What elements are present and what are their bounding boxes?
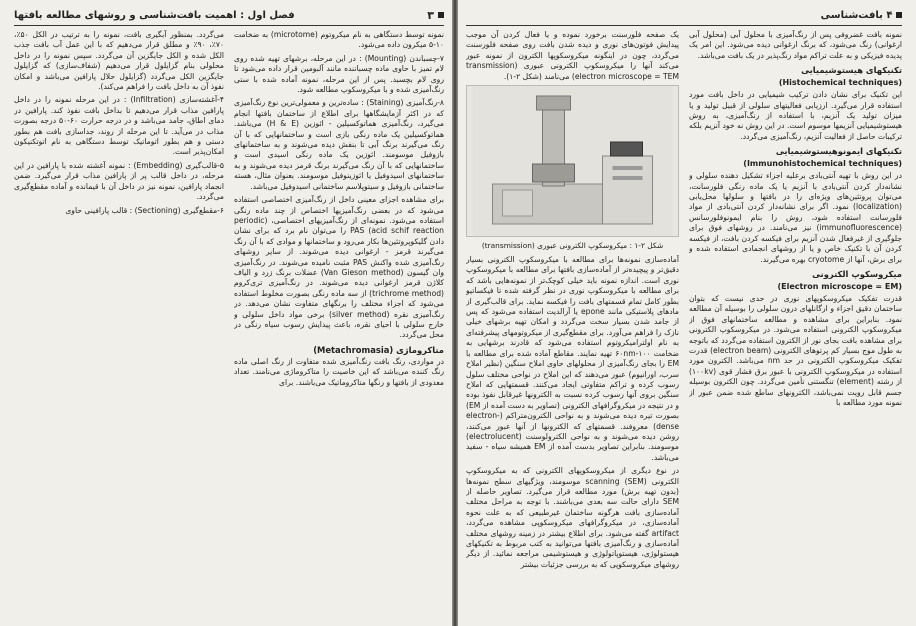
section-heading: تکنیکهای هیستوشیمیایی	[801, 65, 902, 76]
right-page	[458, 0, 916, 626]
left-page	[0, 0, 452, 626]
paragraph: نمونه بافت غضروفی پس از رنگ‌آمیزی با محلول آبی (محلول آبی ارغوانی) رنگ می‌شود، که برنگ ارغوانی دیده می‌شود. این امر یک پدیده فیزیکی و به علت تراکم مواد رنگ‌پذیر در یک بافت می‌باشد.	[689, 30, 902, 60]
section-heading: متاکروماژی (Metachromasia)	[313, 344, 444, 355]
text-column-left	[466, 30, 679, 620]
paragraph: ۴-آغشته‌سازی (Infiltration) : در این مرحله نمونه را در داخل پارافین مذاب قرار می‌دهیم تا بداخل بافت نفوذ کند. پارافین در دمای اطاق، جامد می‌باشد و در درجه حرارت ۶۰-۵۰ درجه بصورت مذاب در می‌آید. تا این مرحله از روند، جداسازی بافت هم بطور دستی و هم بطور اتوماتیک توسط دستگاهی به نام اتوتکنیکون امکان‌پذیر است.	[14, 95, 224, 157]
section-heading: (Electron microscope = EM)	[777, 281, 902, 291]
section-heading: (Histochemical techniques)	[778, 78, 902, 88]
paragraph: در نوع دیگری از میکروسکوپهای الکترونی که به میکروسکوپ الکترونی (SEM) scanning موسومند، ویژگیهای سطح نمونه‌ها (بدون تهیه برش) مورد مطالعه قرار می‌گیرد. تصاویر حاصله از SEM دارای حالت سه بعدی می‌باشند. با توجه به مراحل مختلف آماده‌سازی بافت هرگونه ساختمان غیرطبیعی که به علت نحوه آماده‌سازی، در میکروگرافهای میکروسکوپی مشاهده می‌گردد، artifact گفته می‌شود. برای اطلاع بیشتر در زمینه روشهای مختلف آماده‌سازی و رنگ‌آمیزی بافتها می‌توانید به کتب مربوط به تکنیکهای هیستولوژی، هیستوپاتولوژی و هیستوشیمی مراجعه نمائید. از دیگر روشهای میکروسکوپی که به بررسی جزئیات بیشتر	[466, 466, 679, 569]
page-header	[466, 8, 902, 26]
microscope-shape	[537, 96, 571, 110]
paragraph: آماده‌سازی نمونه‌ها برای مطالعه با میکروسکوپ الکترونی بسیار دقیق‌تر و پیچیده‌تر از آماده‌سازی بافتها برای مطالعه با میکروسکوپ نوری است. اندازه نمونه باید خیلی کوچک‌تر از نمونه‌هایی باشد که برای مطالعه با میکروسکوپ نوری در نظر گرفته شده تا فیکساتیو بطور کامل تمام قسمتهای بافت را فیکسه نماید. برای قالب‌گیری از مادهای پلاستیکی مانند epone یا آرالدیت استفاده می‌شود که پس از جامد شدن بسیار سخت می‌گردد و امکان تهیه برشهای خیلی نازک را فراهم می‌آورد. برای مقطع‌گیری از میکروتومهای پیشرفته‌ای به نام اولترامیکروتوم استفاده می‌شود که قادرند برشهایی به ضخامت ۱۰۰-۶۰nm تهیه نمایند. مقاطع آماده شده برای مطالعه با EM را بجای رنگ‌آمیزی از محلولهای حاوی املاح سنگین (نظیر املاح سرب، اورانیوم) عبور می‌دهند که این املاح در نواحی مختلف سلول رسوب کرده و تراکم متفاوتی ایجاد می‌کنند. قسمتهایی که املاح سنگین بروی آنها رسوب کرده نسبت به الکترونها غیرقابل نفوذ بوده و در نتیجه در میکروگرافهای الکترونی (تصاویر به دست آمده از EM) بصورت تیره دیده می‌شوند و به نواحی الکترون‌متراکم (electron-dense) معروفند. قسمتهای که الکترونها از آنها عبور می‌کنند، روشن دیده می‌شوند و به نواحی الکترولوسنت (electrolucent) موسومند. بنابراین تصاویر بدست آمده از EM همیشه سیاه - سفید می‌باشد.	[466, 255, 679, 462]
paragraph: ۸-رنگ‌آمیزی (Staining) : ساده‌ترین و معمولی‌ترین نوع رنگ‌آمیزی که در اکثر آزمایشگاهها برای اطلاع از ساختمان بافتها انجام می‌گیرد، رنگ‌آمیزی هماتوکسیلین - ائوزین (H & E) می‌باشد. هماتوکسیلین یک ماده رنگی بازی است و ساختمانهایی که با آن رنگ می‌گیرند برنگ آبی تا بنفش دیده می‌شوند و به ساختمانهای بازوفیل موسومند. ائوزین یک ماده رنگی اسیدی است و ساختمانهایی که با آن رنگ می‌گیرند برنگ قرمز دیده می‌شوند و به ساختمانهای اسیدوفیل یا ائوزینوفیل موسومند. بعنوان مثال، هسته ساختمانی بازوفیل و سیتوپلاسم ساختمانی اسیدوفیل می‌باشد.	[234, 98, 444, 191]
section-heading: تکنیکهای ایمونوهیستوشیمیایی	[775, 146, 902, 157]
section-heading: میکروسکوپ الکترونی	[812, 268, 902, 279]
text-column-right	[689, 30, 902, 620]
microscope-shape	[533, 164, 575, 182]
paragraph: می‌گردد. بمنظور آبگیری بافت، نمونه را به ترتیب در الکل ۵۰٪، ۷۰٪، ۹۰٪ و مطلق قرار می‌دهیم که با این عمل آب بافت جذب الکل شده و الکل جایگزین آن می‌گردد. سپس نمونه را در داخل محلولی بنام گزایلول قرار می‌دهیم (شفاف‌سازی) که گزایلول جایگزین الکل می‌گردد (گزایلول حلال پارافین می‌باشد و امکان نفوذ آن به داخل بافت را فراهم می‌کند).	[14, 30, 224, 92]
square-bullet-icon	[438, 12, 444, 18]
microscope-shape	[613, 166, 643, 170]
section-heading: (Immunohistochemical techniques)	[743, 159, 902, 169]
paragraph: این تکنیک برای نشان دادن ترکیب شیمیایی در داخل بافت مورد استفاده قرار می‌گیرد. ارزیابی فعالیتهای سلولی از قبیل تولید و یا میزان تولید یک آنزیم، با استفاده از رنگ‌آمیزی، به روش هیستوشیمیایی آنزیمها موسوم است. در این روش نه خود آنزیم بلکه ترکیبات حاصل از فعالیت آنزیم، رنگ‌آمیزی می‌گردد.	[689, 90, 902, 141]
figure-caption: شکل ۲-۱ : میکروسکوپ الکترونی عبوری (transmission)	[481, 241, 664, 251]
microscope-shape	[611, 142, 643, 156]
paragraph: در مواردی، رنگ بافت رنگ‌آمیزی شده متفاوت از رنگ اصلی ماده رنگ کننده می‌باشد که این خاصیت را متاکروماژی می‌نامند. تعداد معدودی از بافتها و رنگها متاکروماتیک می‌باشند. برای	[234, 356, 444, 387]
electron-microscope-illustration	[467, 86, 678, 236]
paragraph: در این روش با تهیه آنتی‌بادی برعلیه اجزاء تشکیل دهنده سلولی و نشانه‌دار کردن آنتی‌بادی با آنزیم یا یک ماده رنگی فلورسانت، می‌توان پروتئین‌های ویژه‌ای را در بافتها و سلولها محل‌یابی (localization) نمود. اگر برای نشانه‌دار کردن آنتی‌بادی از مواد فلورسانت استفاده شود، روش را بنام ایمونوفلورسانس (immunofluorescence) نیز می‌نامند. در روشهای فوق برای جلوگیری از غیرفعال شدن آنزیم برای فیکسه کردن بافت، از فیکسه کردن آن با تکنیک خاص و یا از روشهای انجمادی استفاده شده و برای برش، آنها از cryotome بهره می‌گیرند.	[689, 171, 902, 264]
paragraph: برای مشاهده اجزای معینی داخل از رنگ‌آمیزی اختصاصی استفاده می‌شود که در بعضی رنگ‌آمیزیها اختصاص از چند ماده رنگی استفاده می‌شود. نمونه‌ای از رنگ‌آمیزیهای اختصاصی، (periodic acid schif reaction) PAS را می‌توان نام برد که برای نشان دادن گلیکوپروتئین‌ها بکار می‌رود و ساختمانها و موادی که با آن رنگ می‌گیرند قرمز - ارغوانی دیده می‌شوند. از سایر روشهای رنگ‌آمیزی شده واکنش PAS مثبت نامیده می‌شوند. در رنگ‌آمیزی وان گیسون (Van Gieson method) عضلات برنگ زرد و الیاف کلاژن قرمز ارغوانی دیده می‌شوند. در رنگ‌آمیزی تری‌کروم (trichrome method) از سه ماده رنگی بصورت مخلوط استفاده می‌شود که اجزاء مختلف را برنگهای متفاوت نشان می‌دهد. در رنگ‌آمیزی نقره (silver method) برخی مواد داخل سلولی و خارج سلولی با احیای نقره، باعث پیدایش رسوب سیاه رنگی در محل می‌گردد.	[234, 195, 444, 340]
chapter-title	[821, 10, 902, 21]
figure-image	[466, 85, 679, 237]
page-number: ۳	[427, 8, 434, 22]
page-number: ۴	[886, 9, 893, 21]
page-header	[14, 8, 444, 26]
paragraph: قدرت تفکیک میکروسکوپهای نوری در حدی نیست که بتوان ساختمان دقیق اجزاء و ارگانلهای درون سلولی را بوسیله آن مطالعه نمود. بنابراین برای مشاهده و مطالعه ساختمانهای فوق از میکروسکوپ الکترونی استفاده می‌شود. در میکروسکوپ الکترونی برای مشاهده بافت بجای نور از الکترون استفاده می‌گردد که باتوجه به طول موج بسیار کم پرتوهای الکترونی (electron beam) قدرت تفکیک میکروسکوپ الکترونی در حد nm می‌باشد. الکترون مورد استفاده در میکروسکوپ الکترونی با عبور برق فشار قوی (۱۰۰kv) از رشته (element) تنگستنی تأمین می‌گردد. چون الکترون بوسیله جسم قابل رویت نمی‌باشد، الکترونهای ساطع شده ضمن عبور از نمونه مورد مطالعه با	[689, 293, 902, 407]
square-bullet-icon	[896, 12, 902, 18]
microscope-shape	[613, 176, 643, 180]
text-column-left	[14, 30, 224, 620]
chapter-title: فصل اول : اهمیت بافت‌شناسی و روشهای مطالعه بافتها	[14, 9, 295, 21]
text-column-right	[234, 30, 444, 620]
paragraph: ۵-قالب‌گیری (Embedding) : نمونه آغشته شده با پارافین در این مرحله، در داخل قالب پر از پارافین مذاب قرار می‌گیرد. ضمن انجماد پارافین، نمونه نیز در داخل آن با قیمانده و آماده مقطع‌گیری می‌گردد.	[14, 160, 224, 202]
paragraph: یک صفحه فلورسنت برخورد نموده و یا فعال کردن آن موجب پیدایش فوتون‌های نوری و دیده شدن بافت روی صفحه فلورسنت می‌گردد، چون در اینگونه میکروسکوپها الکترون از نمونه عبور می‌کند آنها را میکروسکوپ الکترونی عبوری (transmission electron microscope = TEM) می‌نامند (شکل ۲-۱).	[466, 30, 679, 81]
page-number-box	[427, 9, 444, 22]
microscope-shape	[503, 190, 533, 216]
paragraph: نمونه توسط دستگاهی به نام میکروتوم (microtome) به ضخامت ۱۰-۵ میکرون داده می‌شود.	[234, 30, 444, 50]
chapter-title-text: بافت‌شناسی	[820, 9, 883, 21]
paragraph: ۷-چسباندن (Mounting) : در این مرحله، برشهای تهیه شده روی لام تمیز با حاوی ماده چسباننده مانند آلبومین قرار داده می‌شود تا روی لام بچسبد. پس از این مرحله، نمونه آماده شده با ستی رنگ‌آمیزی شده و با میکروسکوپ مطالعه شود.	[234, 53, 444, 95]
paragraph: ۶-مقطع‌گیری (Sectioning) : قالب پارافینی حاوی	[65, 205, 224, 215]
